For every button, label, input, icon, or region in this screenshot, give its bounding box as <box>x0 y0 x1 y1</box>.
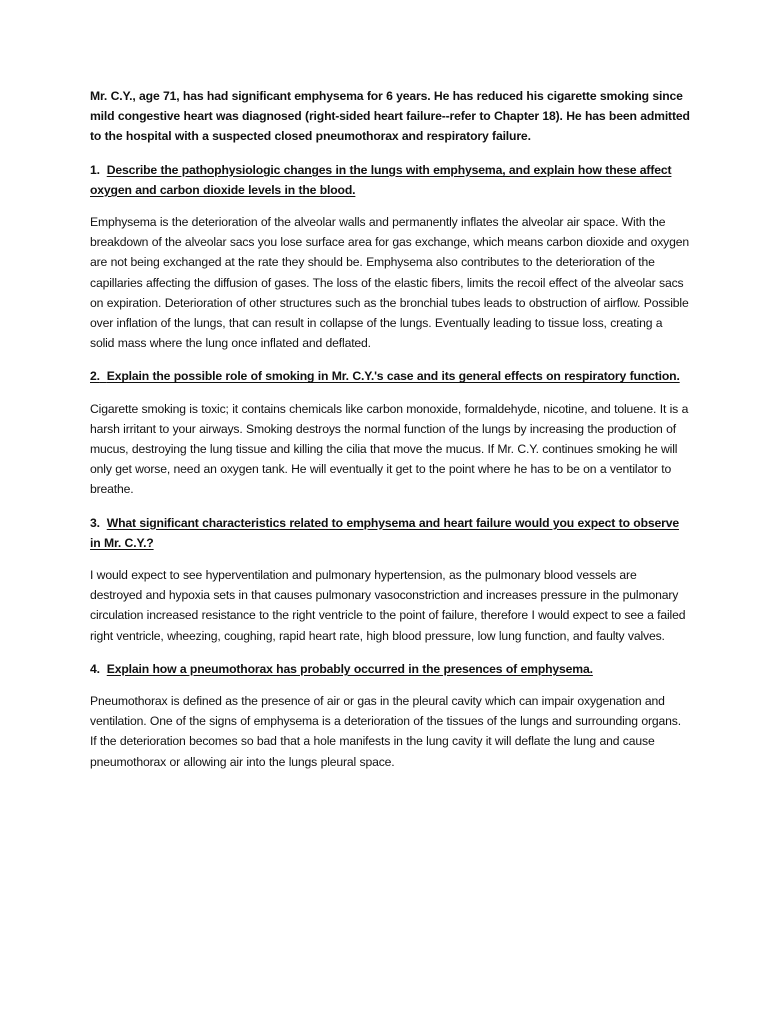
question-3-text: What significant characteristics related to emphysema and heart failure would you expect to observe in Mr. C.Y.? <box>90 515 679 550</box>
answer-3: I would expect to see hyperventilation and pulmonary hypertension, as the pulmonary blood vessels are destroyed and hypoxia sets in that causes pulmonary vasoconstriction and increases pressure in the pulmonary circulation increased resistance to the right ventricle to the point of failure, therefore I would expect to see a failed right ventricle, wheezing, coughing, rapid heart rate, high blood pressure, low lung function, and faulty valves. <box>90 568 686 643</box>
document-page <box>90 86 690 785</box>
answer-2: Cigarette smoking is toxic; it contains chemicals like carbon monoxide, formaldehyde, nicotine, and toluene. It is a harsh irritant to your airways. Smoking destroys the normal function of the lungs by increasing the production of mucus, destroying the lung tissue and killing the cilia that move the mucus. If Mr. C.Y. continues smoking he will only get worse, need an oxygen tank. He will eventually it get to the point where he has to be on a ventilator to breathe. <box>90 401 689 497</box>
question-3-number: 3. <box>90 515 100 530</box>
question-2-number: 2. <box>90 369 100 384</box>
question-1 <box>90 160 690 200</box>
answer-1: Emphysema is the deterioration of the alveolar walls and permanently inflates the alveolar air space. With the breakdown of the alveolar sacs you lose surface area for gas exchange, which means carbon dioxide and oxygen are not being exchanged at the rate they should be. Emphysema also contributes to the deterioration of the capillaries affecting the diffusion of gases. The loss of the elastic fibers, limits the recoil effect of the alveolar sacs on expiration. Deterioration of other structures such as the bronchial tubes leads to obstruction of airflow. Possible over inflation of the lungs, that can result in collapse of the lungs. Eventually leading to tissue loss, creating a solid mass where the lung once inflated and deflated. <box>90 215 689 351</box>
question-1-text: Describe the pathophysiologic changes in the lungs with emphysema, and explain how these affect oxygen and carbon dioxide levels in the blood. <box>90 162 672 197</box>
question-2 <box>90 366 690 386</box>
question-4 <box>90 659 690 679</box>
question-1-number: 1. <box>90 162 100 177</box>
case-intro: Mr. C.Y., age 71, has had significant emphysema for 6 years. He has reduced his cigarette smoking since mild congestive heart was diagnosed (right-sided heart failure--refer to Chapter 18). He has been admitted to the hospital with a suspected closed pneumothorax and respiratory failure. <box>90 89 690 144</box>
question-3 <box>90 513 690 553</box>
question-2-text: Explain the possible role of smoking in Mr. C.Y.'s case and its general effects on respiratory function. <box>106 369 680 384</box>
question-4-text: Explain how a pneumothorax has probably occurred in the presences of emphysema. <box>106 661 593 676</box>
answer-4: Pneumothorax is defined as the presence of air or gas in the pleural cavity which can impair oxygenation and ventilation. One of the signs of emphysema is a deterioration of the tissues of the lungs and surrounding organs. If the deterioration becomes so bad that a hole manifests in the lung cavity it will deflate the lung and cause pneumothorax or allowing air into the lungs pleural space. <box>90 694 681 769</box>
question-4-number: 4. <box>90 661 100 676</box>
